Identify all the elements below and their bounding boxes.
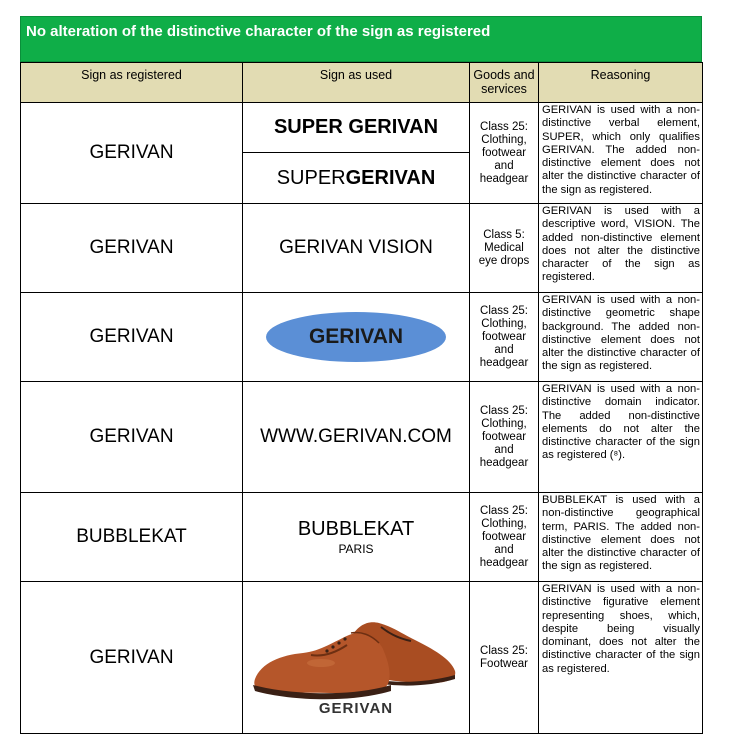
brand-location: PARIS	[338, 542, 374, 556]
table-row	[21, 493, 703, 582]
goods-services-cell: Class 5: Medical eye drops	[470, 204, 539, 293]
reasoning-cell: GERIVAN is used with a non-distinctive geometric shape background. The added non-distinctive element does not alter the distinctive character of the sign as registered.	[539, 293, 703, 382]
sign-registered-cell: GERIVAN	[21, 103, 243, 204]
sign-used-cell	[243, 293, 470, 382]
sign-used-cell	[243, 493, 470, 582]
reasoning-cell: GERIVAN is used with a non-distinctive figurative element representing shoes, which, despite being visually dominant, does not alter the distinctive character of the sign as registered.	[539, 582, 703, 734]
reasoning-cell: GERIVAN is used with a non-distinctive verbal element, SUPER, which only qualifies GERIVAN. The added non-distinctive element does not alter the distinctive character of the sign as registered.	[539, 103, 703, 204]
sign-used-variant-b: SUPER GERIVAN	[276, 166, 436, 189]
sign-registered-cell: GERIVAN	[21, 293, 243, 382]
goods-services-cell: Class 25: Footwear	[470, 582, 539, 734]
table-row	[21, 103, 703, 204]
trademark-examples-table	[20, 62, 703, 734]
table-row	[21, 293, 703, 382]
header-row	[21, 63, 703, 103]
goods-services-cell: Class 25: Clothing, footwear and headgear	[470, 382, 539, 493]
header-goods-services: Goods and services	[470, 63, 539, 103]
sign-registered-cell: GERIVAN	[21, 382, 243, 493]
goods-services-cell: Class 25: Clothing, footwear and headgear	[470, 293, 539, 382]
shoes-logo	[251, 593, 461, 723]
table-row	[21, 382, 703, 493]
sign-registered-cell: BUBBLEKAT	[21, 493, 243, 582]
sign-used-cell: WWW.GERIVAN.COM	[243, 382, 470, 493]
sign-used-variant-a: SUPER GERIVAN	[243, 103, 469, 153]
header-sign-used: Sign as used	[243, 63, 470, 103]
sign-registered-cell: GERIVAN	[21, 582, 243, 734]
sign-registered-cell: GERIVAN	[21, 204, 243, 293]
table-title-banner	[20, 16, 702, 62]
sign-used-cell	[243, 103, 470, 204]
sign-used-cell	[243, 582, 470, 734]
table-row	[21, 204, 703, 293]
reasoning-cell: BUBBLEKAT is used with a non-distinctive geographical term, PARIS. The added non-distinctive element does not alter the distinctive character of the sign as registered.	[539, 493, 703, 582]
shoes-logo-caption: GERIVAN	[318, 699, 394, 717]
brand-name: BUBBLEKAT	[297, 518, 415, 540]
reasoning-cell: GERIVAN is used with a descriptive word, VISION. The added non-distinctive element does not alter the distinctive character of the sign as registered.	[539, 204, 703, 293]
table-title: No alteration of the distinctive character of the sign as registered	[26, 23, 491, 40]
blue-oval-logo: GERIVAN	[266, 312, 446, 362]
header-reasoning: Reasoning	[539, 63, 703, 103]
sign-used-cell: GERIVAN VISION	[243, 204, 470, 293]
goods-services-cell: Class 25: Clothing, footwear and headgear	[470, 103, 539, 204]
reasoning-cell: GERIVAN is used with a non-distinctive domain indicator. The added non-distinctive elements do not alter the distinctive character of the sign as registered (⁸).	[539, 382, 703, 493]
goods-services-cell: Class 25: Clothing, footwear and headgear	[470, 493, 539, 582]
header-sign-registered: Sign as registered	[21, 63, 243, 103]
table-row	[21, 582, 703, 734]
